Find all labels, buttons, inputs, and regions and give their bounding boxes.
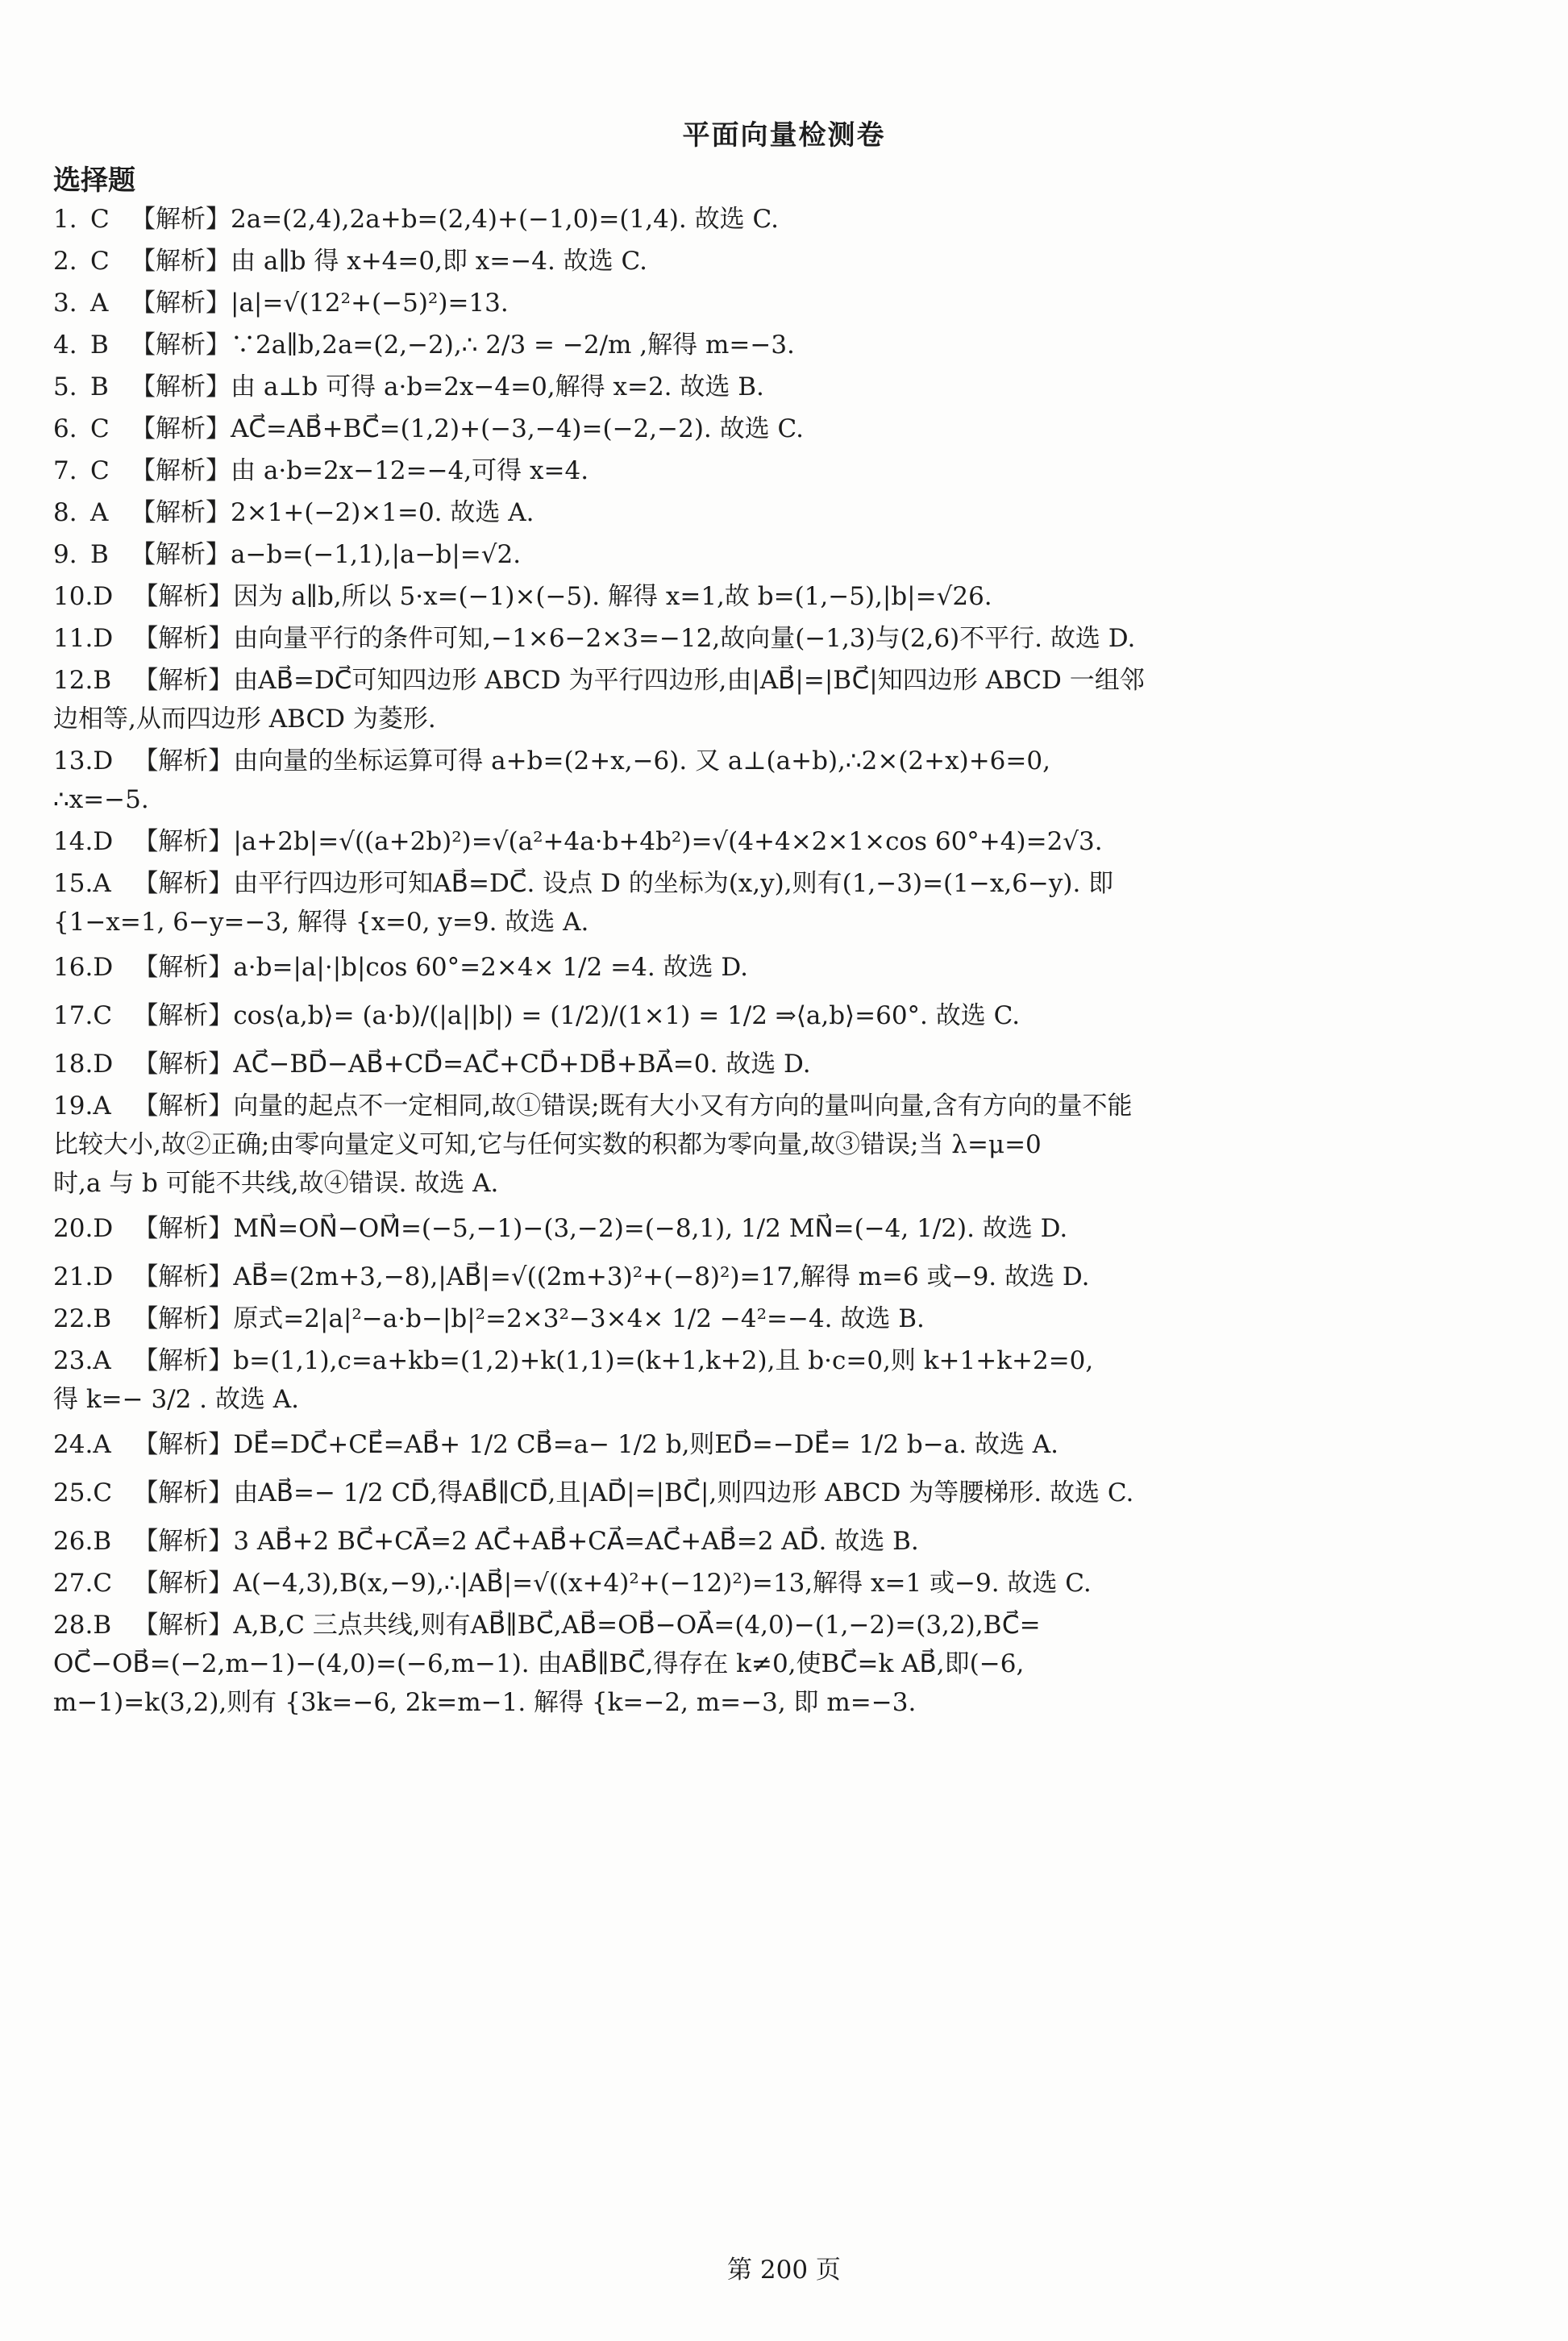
answer-list (53, 200, 1520, 1725)
answer-choice: C (90, 247, 110, 276)
analysis-tag: 【解析】 (131, 331, 231, 360)
analysis-text: MN⃗=ON⃗−OM⃗=(−5,−1)−(3,−2)=(−8,1), 1/2 MN⃗=(−4, 1/2). 故选 D. (233, 1214, 1068, 1243)
question-number: 7. (53, 456, 77, 485)
question-number: 1. (53, 205, 77, 234)
answer-item (53, 242, 1520, 281)
answer-item (53, 451, 1520, 490)
analysis-tag: 【解析】 (133, 666, 234, 695)
answer-line (53, 410, 1520, 448)
analysis-continuation: {1−x=1, 6−y=−3, 解得 {x=0, y=9. 故选 A. (53, 908, 589, 937)
question-number: 10. (53, 582, 94, 611)
analysis-text: AC⃗=AB⃗+BC⃗=(1,2)+(−3,−4)=(−2,−2). 故选 C. (231, 414, 804, 443)
question-number: 8. (53, 498, 77, 527)
answer-line (53, 493, 1520, 532)
answer-item (53, 661, 1520, 738)
answer-choice: C (90, 456, 110, 485)
section-title: 选择题 (53, 164, 135, 197)
question-number: 5. (53, 372, 77, 401)
answer-item (53, 410, 1520, 448)
analysis-text: 原式=2|a|²−a·b−|b|²=2×3²−3×4× 1/2 −4²=−4. 故选 B. (233, 1304, 925, 1333)
answer-line (53, 996, 1520, 1035)
analysis-text: A(−4,3),B(x,−9),∴|AB⃗|=√((x+4)²+(−12)²)=13,解得 x=1 或−9. 故选 C. (233, 1569, 1092, 1598)
answer-choice: D (93, 582, 114, 611)
answer-choice: B (93, 1611, 112, 1640)
answer-line (53, 1474, 1520, 1512)
answer-choice: C (90, 205, 110, 234)
answer-choice: B (93, 1527, 112, 1556)
question-number: 19. (53, 1091, 94, 1121)
answer-choice: C (93, 1001, 113, 1030)
question-number: 15. (53, 869, 94, 898)
answer-choice: A (93, 1346, 111, 1375)
analysis-tag: 【解析】 (131, 540, 231, 569)
answer-choice: B (93, 666, 112, 695)
question-number: 17. (53, 1001, 94, 1030)
analysis-text: 由AB⃗=DC⃗可知四边形 ABCD 为平行四边形,由|AB⃗|=|BC⃗|知四边形 ABCD 一组邻 (233, 666, 1145, 695)
question-number: 3. (53, 289, 77, 318)
question-number: 20. (53, 1214, 94, 1243)
analysis-tag: 【解析】 (133, 1611, 234, 1640)
page-number: 第 200 页 (727, 2256, 841, 2285)
analysis-text: ∵2a∥b,2a=(2,−2),∴ 2/3 = −2/m ,解得 m=−3. (231, 331, 795, 360)
answer-item (53, 1045, 1520, 1083)
answer-line (53, 1299, 1520, 1338)
analysis-text: A,B,C 三点共线,则有AB⃗∥BC⃗,AB⃗=OB⃗−OA⃗=(4,0)−(1,−2)=(3,2),BC⃗= (233, 1611, 1041, 1640)
answer-line (53, 577, 1520, 616)
question-number: 25. (53, 1478, 94, 1507)
answer-line (53, 242, 1520, 281)
analysis-tag: 【解析】 (133, 1214, 234, 1243)
analysis-tag: 【解析】 (133, 1050, 234, 1079)
analysis-continuation: OC⃗−OB⃗=(−2,m−1)−(4,0)=(−6,m−1). 由AB⃗∥BC⃗,得存在 k≠0,使BC⃗=k AB⃗,即(−6, (53, 1649, 1025, 1678)
answer-item (53, 1258, 1520, 1296)
analysis-tag: 【解析】 (131, 414, 231, 443)
analysis-tag: 【解析】 (133, 869, 234, 898)
analysis-tag: 【解析】 (133, 582, 234, 611)
answer-item (53, 1299, 1520, 1338)
analysis-continuation: m−1)=k(3,2),则有 {3k=−6, 2k=m−1. 解得 {k=−2, m=−3, 即 m=−3. (53, 1688, 917, 1717)
question-number: 24. (53, 1430, 94, 1459)
answer-choice: C (93, 1478, 113, 1507)
analysis-text: a−b=(−1,1),|a−b|=√2. (231, 540, 522, 569)
analysis-tag: 【解析】 (133, 1091, 234, 1121)
answer-line (53, 1425, 1520, 1464)
analysis-continuation: 边相等,从而四边形 ABCD 为菱形. (53, 705, 436, 734)
answer-item (53, 577, 1520, 616)
answer-choice: A (90, 498, 109, 527)
analysis-text: 由向量的坐标运算可得 a+b=(2+x,−6). 又 a⊥(a+b),∴2×(2+x)+6=0, (233, 746, 1050, 775)
question-number: 18. (53, 1050, 94, 1079)
answer-line (53, 1606, 1520, 1645)
analysis-text: a·b=|a|·|b|cos 60°=2×4× 1/2 =4. 故选 D. (233, 953, 748, 982)
answer-item (53, 1564, 1520, 1603)
question-number: 27. (53, 1569, 94, 1598)
answer-choice: A (90, 289, 109, 318)
analysis-text: |a|=√(12²+(−5)²)=13. (231, 289, 509, 318)
analysis-text: 由平行四边形可知AB⃗=DC⃗. 设点 D 的坐标为(x,y),则有(1,−3)=(1−x,6−y). 即 (233, 869, 1114, 898)
analysis-text: 3 AB⃗+2 BC⃗+CA⃗=2 AC⃗+AB⃗+CA⃗=AC⃗+AB⃗=2 AD⃗. 故选 B. (233, 1527, 919, 1556)
answer-item (53, 200, 1520, 239)
answer-item (53, 535, 1520, 574)
answer-item (53, 822, 1520, 861)
answer-choice: A (93, 869, 111, 898)
analysis-continuation: 得 k=− 3/2 . 故选 A. (53, 1385, 299, 1414)
answer-item (53, 996, 1520, 1035)
analysis-text: 2a=(2,4),2a+b=(2,4)+(−1,0)=(1,4). 故选 C. (231, 205, 779, 234)
analysis-text: cos⟨a,b⟩= (a·b)/(|a||b|) = (1/2)/(1×1) = 1/2 ⇒⟨a,b⟩=60°. 故选 C. (233, 1001, 1021, 1030)
answer-item (53, 284, 1520, 322)
answer-item (53, 1425, 1520, 1464)
analysis-tag: 【解析】 (131, 289, 231, 318)
answer-choice: D (93, 953, 114, 982)
analysis-continuation: ∴x=−5. (53, 785, 149, 814)
analysis-tag: 【解析】 (133, 1001, 234, 1030)
answer-item (53, 493, 1520, 532)
answer-item (53, 948, 1520, 987)
question-number: 28. (53, 1611, 94, 1640)
question-number: 4. (53, 331, 77, 360)
answer-choice: B (90, 331, 109, 360)
analysis-tag: 【解析】 (133, 953, 234, 982)
answer-item (53, 326, 1520, 364)
answer-line (53, 368, 1520, 406)
answer-choice: A (93, 1091, 111, 1121)
question-number: 23. (53, 1346, 94, 1375)
analysis-text: 2×1+(−2)×1=0. 故选 A. (231, 498, 534, 527)
answer-choice: B (90, 372, 109, 401)
answer-line (53, 1258, 1520, 1296)
question-number: 9. (53, 540, 77, 569)
analysis-text: 由向量平行的条件可知,−1×6−2×3=−12,故向量(−1,3)与(2,6)不平行. 故选 D. (233, 624, 1136, 653)
answer-choice: B (93, 1304, 112, 1333)
analysis-text: b=(1,1),c=a+kb=(1,2)+k(1,1)=(k+1,k+2),且 b·c=0,则 k+1+k+2=0, (233, 1346, 1094, 1375)
answer-line (53, 1522, 1520, 1561)
analysis-text: |a+2b|=√((a+2b)²)=√(a²+4a·b+4b²)=√(4+4×2×1×cos 60°+4)=2√3. (233, 827, 1103, 856)
question-number: 16. (53, 953, 94, 982)
answer-item (53, 1474, 1520, 1512)
analysis-tag: 【解析】 (131, 247, 231, 276)
analysis-tag: 【解析】 (131, 498, 231, 527)
answer-line (53, 619, 1520, 658)
answer-item (53, 1606, 1520, 1722)
answer-choice: D (93, 1262, 114, 1291)
analysis-text: AC⃗−BD⃗−AB⃗+CD⃗=AC⃗+CD⃗+DB⃗+BA⃗=0. 故选 D. (233, 1050, 811, 1079)
answer-choice: D (93, 746, 114, 775)
answer-line (53, 948, 1520, 987)
question-number: 21. (53, 1262, 94, 1291)
answer-item (53, 619, 1520, 658)
analysis-text: 因为 a∥b,所以 5·x=(−1)×(−5). 解得 x=1,故 b=(1,−5),|b|=√26. (233, 582, 992, 611)
answer-line (53, 1564, 1520, 1603)
answer-item (53, 1209, 1520, 1248)
question-number: 6. (53, 414, 77, 443)
answer-choice: D (93, 827, 114, 856)
answer-item (53, 1522, 1520, 1561)
analysis-tag: 【解析】 (133, 1304, 234, 1333)
analysis-continuation: 时,a 与 b 可能不共线,故④错误. 故选 A. (53, 1169, 499, 1198)
analysis-text: 由 a·b=2x−12=−4,可得 x=4. (231, 456, 589, 485)
answer-choice: D (93, 624, 114, 653)
answer-line (53, 1087, 1520, 1125)
answer-item (53, 742, 1520, 819)
question-number: 22. (53, 1304, 94, 1333)
analysis-tag: 【解析】 (133, 1478, 234, 1507)
question-number: 26. (53, 1527, 94, 1556)
question-number: 13. (53, 746, 94, 775)
analysis-tag: 【解析】 (133, 624, 234, 653)
answer-item (53, 1087, 1520, 1203)
analysis-tag: 【解析】 (131, 372, 231, 401)
analysis-text: 由 a∥b 得 x+4=0,即 x=−4. 故选 C. (231, 247, 647, 276)
analysis-text: AB⃗=(2m+3,−8),|AB⃗|=√((2m+3)²+(−8)²)=17,解得 m=6 或−9. 故选 D. (233, 1262, 1090, 1291)
answer-choice: A (93, 1430, 111, 1459)
answer-line (53, 284, 1520, 322)
answer-choice: B (90, 540, 109, 569)
answer-line (53, 1045, 1520, 1083)
analysis-tag: 【解析】 (133, 1346, 234, 1375)
analysis-text: 由 a⊥b 可得 a·b=2x−4=0,解得 x=2. 故选 B. (231, 372, 764, 401)
answer-line (53, 451, 1520, 490)
analysis-tag: 【解析】 (131, 456, 231, 485)
analysis-text: DE⃗=DC⃗+CE⃗=AB⃗+ 1/2 CB⃗=a− 1/2 b,则ED⃗=−DE⃗= 1/2 b−a. 故选 A. (233, 1430, 1059, 1459)
answer-line (53, 742, 1520, 780)
analysis-tag: 【解析】 (133, 1569, 234, 1598)
analysis-tag: 【解析】 (133, 1262, 234, 1291)
question-number: 14. (53, 827, 94, 856)
question-number: 11. (53, 624, 94, 653)
answer-line (53, 535, 1520, 574)
answer-line (53, 661, 1520, 700)
question-number: 12. (53, 666, 94, 695)
answer-line (53, 864, 1520, 903)
analysis-text: 向量的起点不一定相同,故①错误;既有大小又有方向的量叫向量,含有方向的量不能 (233, 1091, 1133, 1121)
analysis-tag: 【解析】 (131, 205, 231, 234)
answer-line (53, 200, 1520, 239)
analysis-text: 由AB⃗=− 1/2 CD⃗,得AB⃗∥CD⃗,且|AD⃗|=|BC⃗|,则四边形 ABCD 为等腰梯形. 故选 C. (233, 1478, 1134, 1507)
answer-line (53, 326, 1520, 364)
answer-choice: C (93, 1569, 113, 1598)
analysis-tag: 【解析】 (133, 746, 234, 775)
answer-line (53, 1209, 1520, 1248)
answer-choice: C (90, 414, 110, 443)
answer-item (53, 1341, 1520, 1419)
analysis-continuation: 比较大小,故②正确;由零向量定义可知,它与任何实数的积都为零向量,故③错误;当 λ=μ=0 (53, 1130, 1042, 1159)
analysis-tag: 【解析】 (133, 1527, 234, 1556)
answer-choice: D (93, 1050, 114, 1079)
answer-item (53, 864, 1520, 942)
answer-line (53, 822, 1520, 861)
answer-choice: D (93, 1214, 114, 1243)
page-title: 平面向量检测卷 (682, 119, 886, 152)
analysis-tag: 【解析】 (133, 1430, 234, 1459)
answer-line (53, 1341, 1520, 1380)
answer-item (53, 368, 1520, 406)
question-number: 2. (53, 247, 77, 276)
analysis-tag: 【解析】 (133, 827, 234, 856)
